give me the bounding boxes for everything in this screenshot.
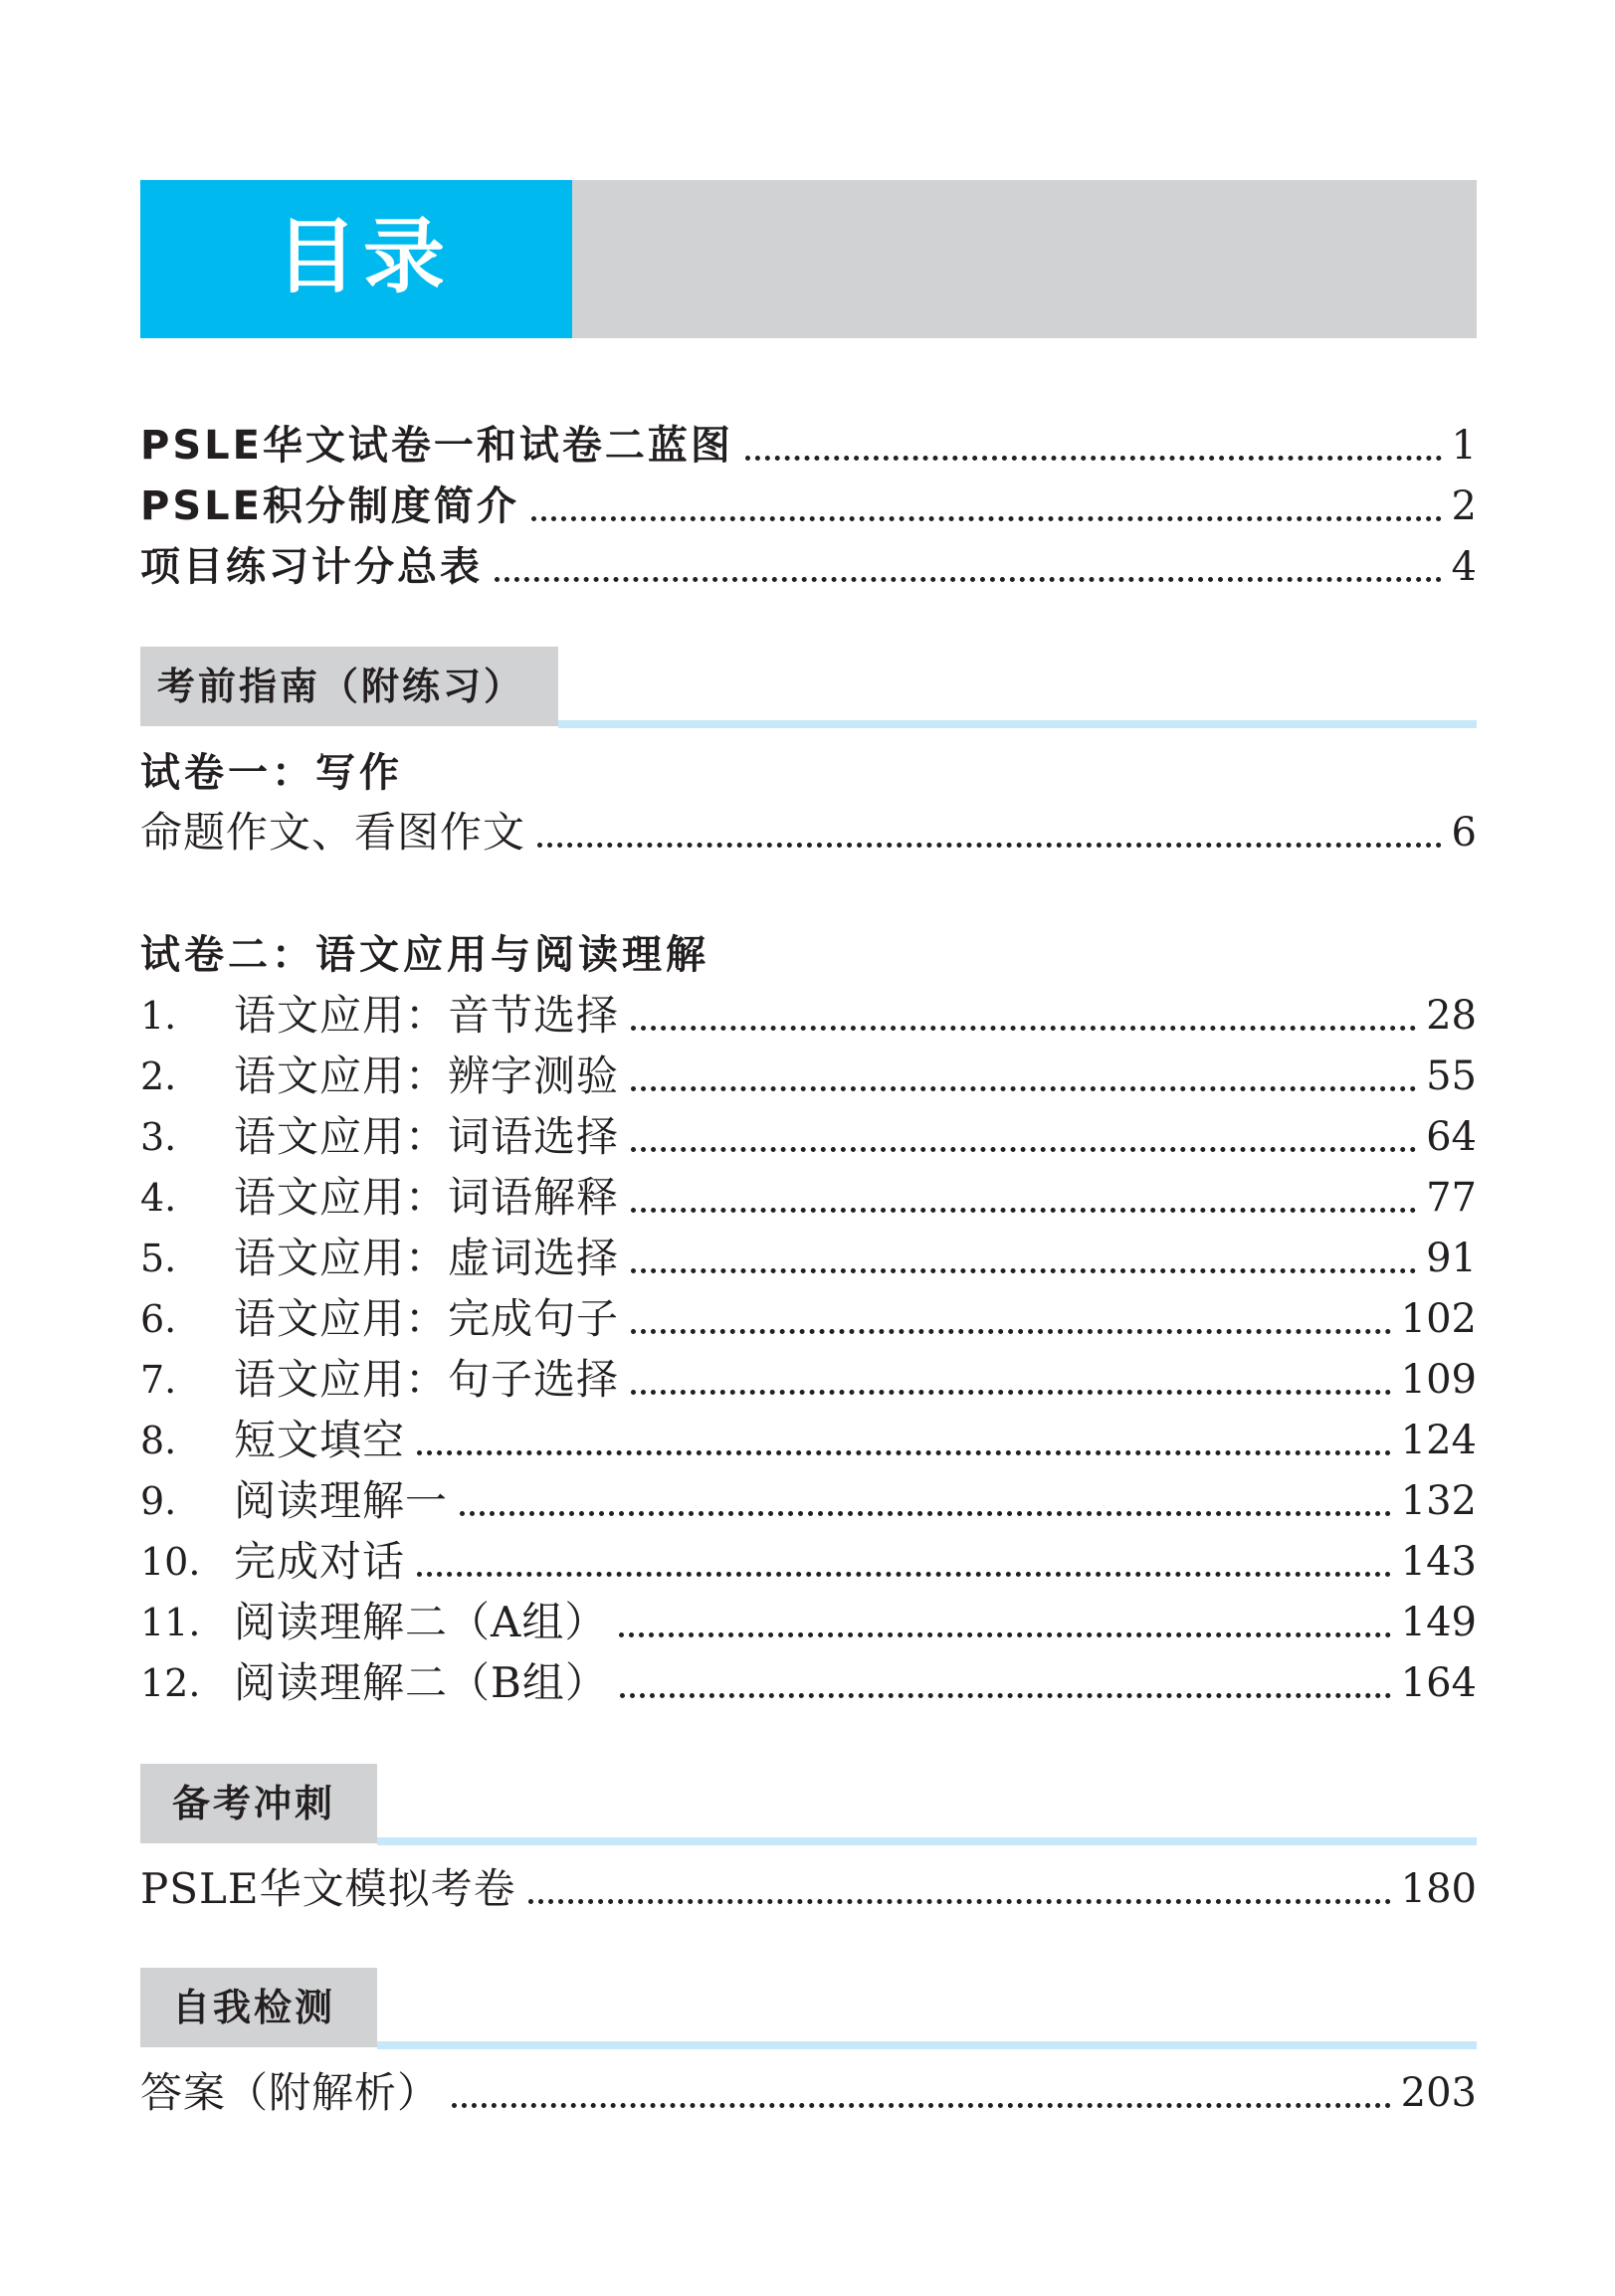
section-rule [558,720,1477,728]
section-rule [377,1837,1477,1845]
toc-entry[interactable] [140,1050,1477,1103]
dot-leader [745,456,1442,461]
title-box [140,180,572,338]
toc-entry-page: 124 [1400,1418,1477,1463]
dot-leader [631,1026,1416,1031]
toc-entry[interactable] [140,1474,1477,1528]
toc-entry[interactable] [140,1232,1477,1285]
toc-entry-page: 143 [1400,1539,1477,1585]
toc-entry-page: 203 [1400,2070,1477,2116]
dot-leader [417,1450,1391,1455]
toc-entry-label: 语文应用：词语解释 [234,1173,620,1222]
toc-entry-label: 语文应用：辨字测验 [234,1052,620,1100]
title-banner [140,180,1477,338]
toc-entry-answers[interactable] [140,2066,1477,2120]
dot-leader [537,843,1442,848]
toc-entry-number: 11. [140,1601,201,1644]
toc-entry-number: 4. [140,1176,177,1220]
toc-entry-mock-exam[interactable] [140,1862,1477,1916]
dot-leader [631,1329,1391,1334]
section-header-self-check [140,1968,1477,2047]
toc-entry[interactable] [140,1414,1477,1467]
toc-entry[interactable] [140,1292,1477,1346]
toc-entry-label: 完成对话 [234,1537,406,1586]
subheading-paper2: 试卷二：语文应用与阅读理解 [140,932,709,978]
section-title: 自我检测 [172,1986,336,2029]
toc-entry[interactable] [140,1535,1477,1589]
dot-leader [495,577,1442,582]
page-title: 目录 [276,210,452,304]
toc-entry-page: 164 [1400,1660,1477,1706]
toc-entry[interactable] [140,989,1477,1043]
toc-entry-number: 9. [140,1479,177,1523]
dot-leader [452,2103,1391,2108]
toc-entry[interactable] [140,1110,1477,1164]
toc-entry-label: 阅读理解一 [234,1476,449,1525]
toc-entry-page: 149 [1400,1600,1477,1645]
section-title: 考前指南（附练习） [157,665,525,708]
toc-entry-label: 阅读理解二（A组） [234,1598,608,1646]
toc-entry-score-table[interactable] [140,540,1477,594]
toc-entry-scoring-system[interactable] [140,479,1477,533]
toc-entry-page: 64 [1426,1114,1477,1160]
toc-entry-page: 109 [1400,1357,1477,1403]
toc-entry[interactable] [140,1596,1477,1649]
dot-leader [631,1268,1416,1273]
toc-entry-page: 28 [1426,993,1477,1039]
dot-leader [631,1390,1391,1395]
toc-entry-number: 3. [140,1115,177,1159]
toc-entry-page: 2 [1451,483,1477,529]
toc-entry[interactable] [140,1171,1477,1225]
toc-entry-label: 阅读理解二（B组） [234,1658,608,1707]
toc-entry-number: 5. [140,1237,177,1280]
toc-entry-label: 短文填空 [234,1416,406,1464]
toc-entry[interactable] [140,1656,1477,1710]
dot-leader [631,1208,1416,1213]
dot-leader [620,1693,1391,1698]
toc-entry[interactable] [140,1353,1477,1407]
section-title: 备考冲刺 [172,1782,336,1825]
toc-entry-page: 132 [1400,1478,1477,1524]
toc-entry-number: 6. [140,1297,177,1341]
toc-entry-number: 7. [140,1358,177,1402]
toc-entry-label: 语文应用：句子选择 [234,1355,620,1404]
toc-entry-page: 180 [1400,1866,1477,1912]
section-header-guide [140,647,1477,726]
toc-entry-number: 12. [140,1661,201,1705]
toc-entry-label: 语文应用：词语选择 [234,1112,620,1161]
toc-entry-label: PSLE华文试卷一和试卷二蓝图 [140,423,733,469]
subheading-paper1: 试卷一：写作 [140,750,403,796]
dot-leader [460,1511,1391,1516]
dot-leader [528,1899,1391,1904]
toc-entry-page: 1 [1451,423,1477,469]
section-tab [140,1968,377,2047]
toc-entry-label: 项目练习计分总表 [140,544,483,590]
toc-entry-label: 语文应用：虚词选择 [234,1234,620,1282]
toc-entry-label: 语文应用：音节选择 [234,991,620,1040]
toc-entry-page: 55 [1426,1053,1477,1099]
toc-entry-label: 命题作文、看图作文 [140,808,526,857]
toc-entry-label: PSLE积分制度简介 [140,483,519,529]
toc-entry-number: 2. [140,1054,177,1098]
dot-leader [531,516,1442,521]
dot-leader [631,1086,1416,1091]
dot-leader [619,1632,1390,1637]
toc-entry-composition[interactable] [140,806,1477,860]
toc-entry-page: 4 [1451,544,1477,590]
toc-entry-page: 91 [1426,1236,1477,1281]
toc-entry-page: 102 [1400,1296,1477,1342]
toc-entry-number: 8. [140,1419,177,1462]
toc-entry-label: 答案（附解析） [140,2068,441,2117]
toc-entry-number: 10. [140,1540,201,1584]
toc-entry-page: 77 [1426,1175,1477,1221]
toc-entry-blueprint[interactable] [140,419,1477,473]
dot-leader [631,1147,1416,1152]
section-tab [140,1764,377,1843]
toc-entry-label: 语文应用：完成句子 [234,1294,620,1343]
toc-entry-number: 1. [140,994,177,1038]
dot-leader [417,1572,1391,1577]
section-rule [377,2041,1477,2049]
section-tab [140,647,558,726]
section-header-sprint [140,1764,1477,1843]
toc-entry-page: 6 [1451,810,1477,856]
toc-entry-label: PSLE华文模拟考卷 [140,1864,516,1913]
